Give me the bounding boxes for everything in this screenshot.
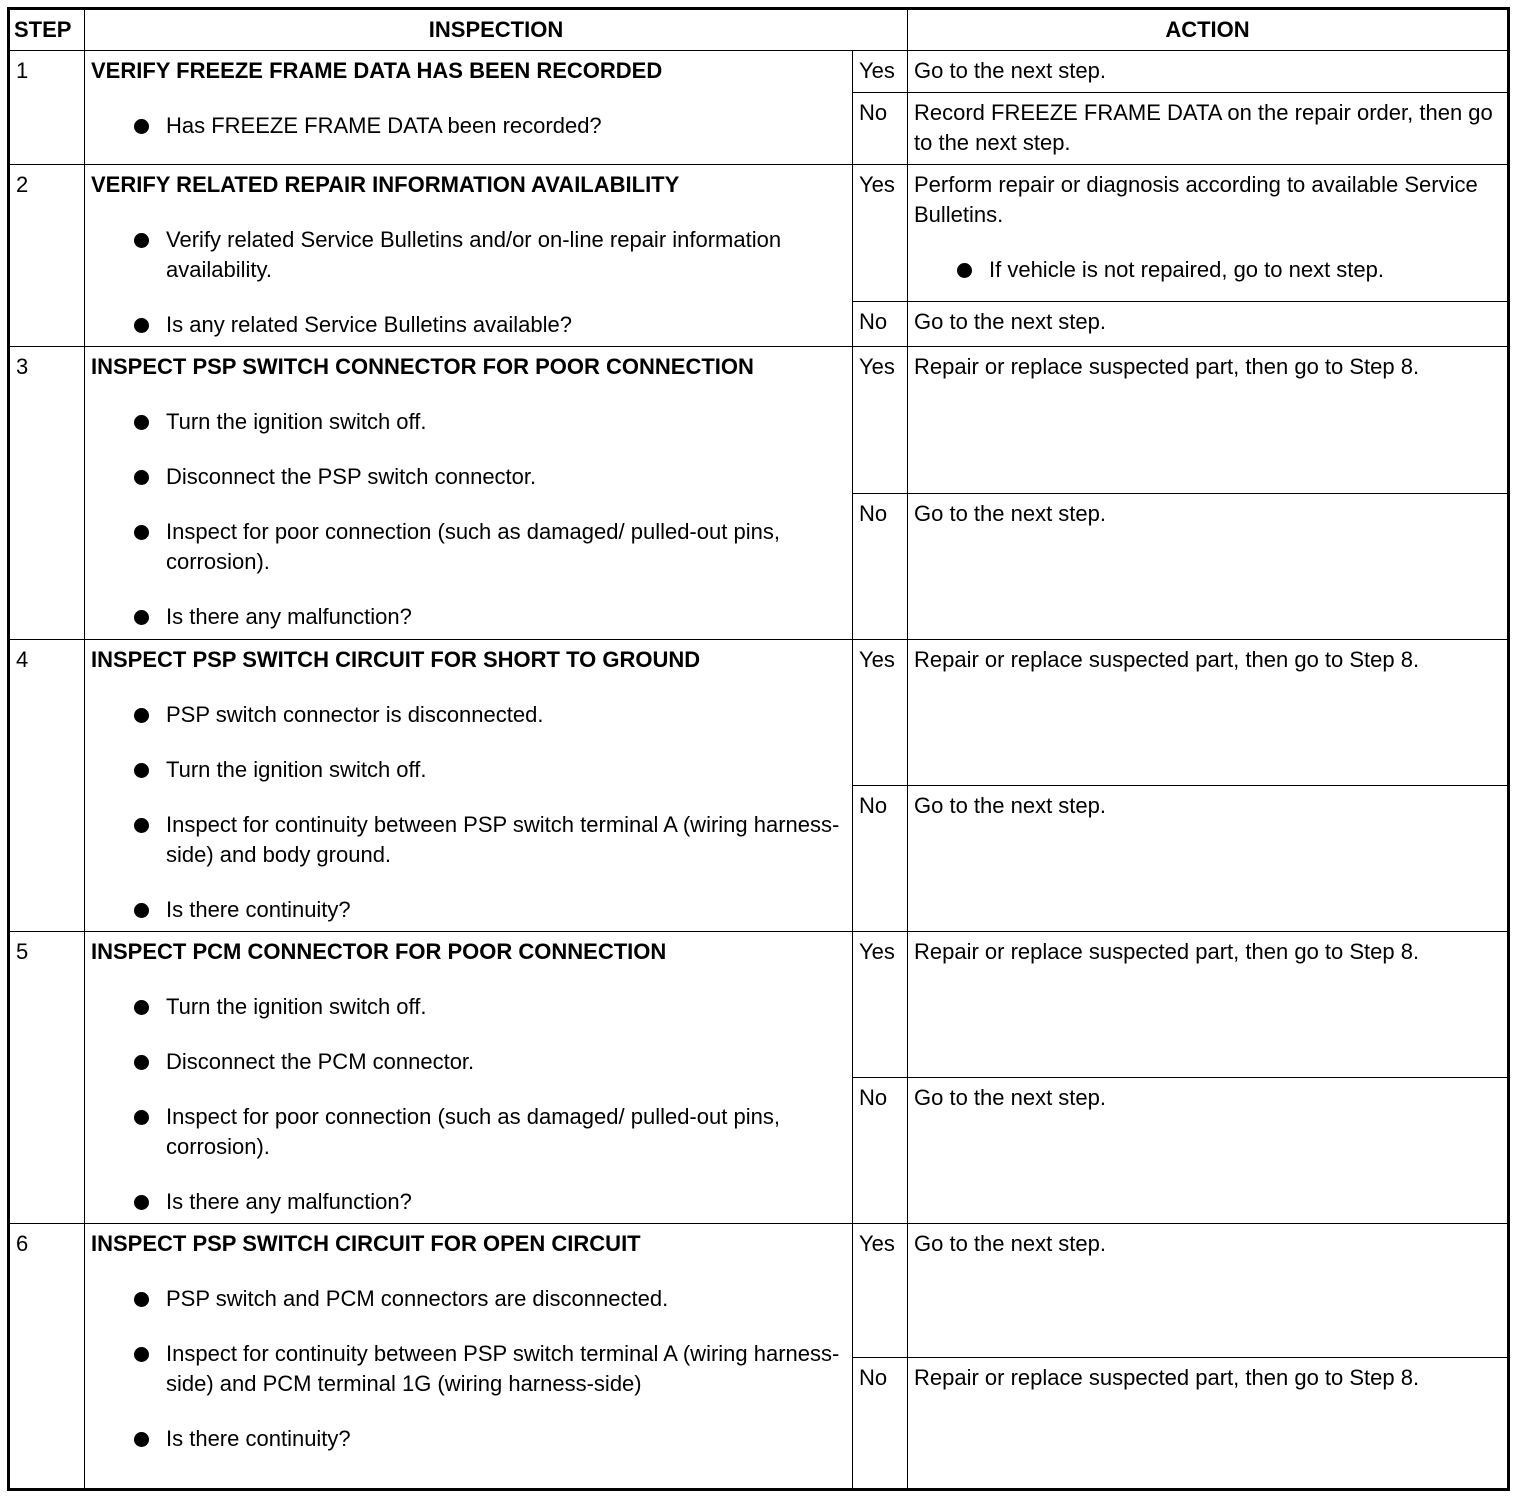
inspection-bullets: [91, 225, 846, 340]
step-number: 1: [9, 51, 85, 165]
diagnostic-table: [7, 7, 1510, 1491]
no-action: Go to the next step.: [908, 302, 1509, 347]
bullet-icon: [134, 1055, 149, 1070]
yes-action: Go to the next step.: [908, 1224, 1509, 1358]
step-number: 2: [9, 165, 85, 347]
inspection-cell: [85, 640, 853, 932]
bullet-icon: [134, 1110, 149, 1125]
inspection-title: VERIFY RELATED REPAIR INFORMATION AVAILABILITY: [91, 172, 680, 197]
action-bullet: If vehicle is not repaired, go to next step.: [914, 255, 1501, 285]
bullet-icon: [134, 610, 149, 625]
yes-action: Repair or replace suspected part, then go to Step 8.: [908, 640, 1509, 786]
inspection-cell: [85, 51, 853, 165]
no-label: No: [853, 1358, 908, 1490]
yes-action: Repair or replace suspected part, then go to Step 8.: [908, 932, 1509, 1078]
no-action: Go to the next step.: [908, 1078, 1509, 1224]
inspection-title: INSPECT PCM CONNECTOR FOR POOR CONNECTION: [91, 939, 667, 964]
step-number: 3: [9, 347, 85, 640]
inspection-bullet: Inspect for poor connection (such as damaged/ pulled-out pins, corrosion).: [91, 517, 846, 577]
inspection-cell: [85, 165, 853, 347]
bullet-icon: [134, 525, 149, 540]
inspection-bullets: [91, 407, 846, 632]
step-number: 5: [9, 932, 85, 1224]
inspection-bullets: [91, 1284, 846, 1454]
step-row-yes: [9, 165, 1509, 302]
inspection-bullets: [91, 992, 846, 1217]
bullet-icon: [134, 1432, 149, 1447]
no-label: No: [853, 786, 908, 932]
no-action: Go to the next step.: [908, 786, 1509, 932]
bullet-icon: [957, 263, 972, 278]
no-label: No: [853, 494, 908, 640]
inspection-cell: [85, 347, 853, 640]
yes-action: Perform repair or diagnosis according to available Service Bulletins.: [914, 172, 1478, 227]
inspection-bullet: PSP switch and PCM connectors are disconnected.: [91, 1284, 846, 1314]
bullet-icon: [134, 1195, 149, 1210]
bullet-icon: [134, 763, 149, 778]
inspection-title: VERIFY FREEZE FRAME DATA HAS BEEN RECORDED: [91, 58, 663, 83]
no-label: No: [853, 93, 908, 165]
step-row-yes: [9, 640, 1509, 786]
no-label: No: [853, 1078, 908, 1224]
step-row-yes: [9, 51, 1509, 93]
no-action: Record FREEZE FRAME DATA on the repair order, then go to the next step.: [908, 93, 1509, 165]
bullet-icon: [134, 233, 149, 248]
step-column-header: STEP: [9, 9, 85, 51]
inspection-bullet: Has FREEZE FRAME DATA been recorded?: [91, 111, 846, 141]
bullet-icon: [134, 1292, 149, 1307]
no-action: Go to the next step.: [908, 494, 1509, 640]
inspection-bullet: Turn the ignition switch off.: [91, 992, 846, 1022]
inspection-cell: [85, 932, 853, 1224]
inspection-bullet: Is there any malfunction?: [91, 602, 846, 632]
inspection-bullet: Disconnect the PSP switch connector.: [91, 462, 846, 492]
no-action: Repair or replace suspected part, then go to Step 8.: [908, 1358, 1509, 1490]
no-label: No: [853, 302, 908, 347]
yes-action: Go to the next step.: [908, 51, 1509, 93]
yes-label: Yes: [853, 51, 908, 93]
inspection-title: INSPECT PSP SWITCH CIRCUIT FOR SHORT TO GROUND: [91, 647, 701, 672]
inspection-bullet: Is there continuity?: [91, 895, 846, 925]
inspection-bullets: [91, 700, 846, 925]
yes-label: Yes: [853, 165, 908, 302]
bullet-icon: [134, 415, 149, 430]
yes-label: Yes: [853, 640, 908, 786]
inspection-bullet: Verify related Service Bulletins and/or on-line repair information availability.: [91, 225, 846, 285]
inspection-bullet: Is any related Service Bulletins available?: [91, 310, 846, 340]
inspection-bullet: Is there continuity?: [91, 1424, 846, 1454]
bullet-icon: [134, 119, 149, 134]
bullet-icon: [134, 1347, 149, 1362]
step-row-yes: [9, 932, 1509, 1078]
inspection-title: INSPECT PSP SWITCH CONNECTOR FOR POOR CONNECTION: [91, 354, 754, 379]
bullet-icon: [134, 708, 149, 723]
inspection-bullets: [91, 111, 846, 141]
inspection-bullet: Turn the ignition switch off.: [91, 407, 846, 437]
step-row-yes: [9, 347, 1509, 494]
bullet-icon: [134, 818, 149, 833]
inspection-bullet: Turn the ignition switch off.: [91, 755, 846, 785]
bullet-icon: [134, 470, 149, 485]
yes-label: Yes: [853, 1224, 908, 1358]
bullet-icon: [134, 318, 149, 333]
step-number: 4: [9, 640, 85, 932]
inspection-bullet: Disconnect the PCM connector.: [91, 1047, 846, 1077]
inspection-bullet: Is there any malfunction?: [91, 1187, 846, 1217]
inspection-title: INSPECT PSP SWITCH CIRCUIT FOR OPEN CIRCUIT: [91, 1231, 641, 1256]
header-row: [9, 9, 1509, 51]
step-row-yes: [9, 1224, 1509, 1358]
yes-action-cell: [908, 165, 1509, 302]
yes-label: Yes: [853, 347, 908, 494]
inspection-bullet: PSP switch connector is disconnected.: [91, 700, 846, 730]
inspection-bullet: Inspect for continuity between PSP switch terminal A (wiring harness-side) and body ground.: [91, 810, 846, 870]
inspection-cell: [85, 1224, 853, 1490]
action-column-header: ACTION: [908, 9, 1509, 51]
action-bullets: [914, 255, 1501, 285]
inspection-column-header: INSPECTION: [85, 9, 908, 51]
step-number: 6: [9, 1224, 85, 1490]
inspection-bullet: Inspect for continuity between PSP switch terminal A (wiring harness-side) and PCM terminal 1G (wiring harness-side): [91, 1339, 846, 1399]
bullet-icon: [134, 1000, 149, 1015]
inspection-bullet: Inspect for poor connection (such as damaged/ pulled-out pins, corrosion).: [91, 1102, 846, 1162]
yes-action: Repair or replace suspected part, then go to Step 8.: [908, 347, 1509, 494]
yes-label: Yes: [853, 932, 908, 1078]
bullet-icon: [134, 903, 149, 918]
